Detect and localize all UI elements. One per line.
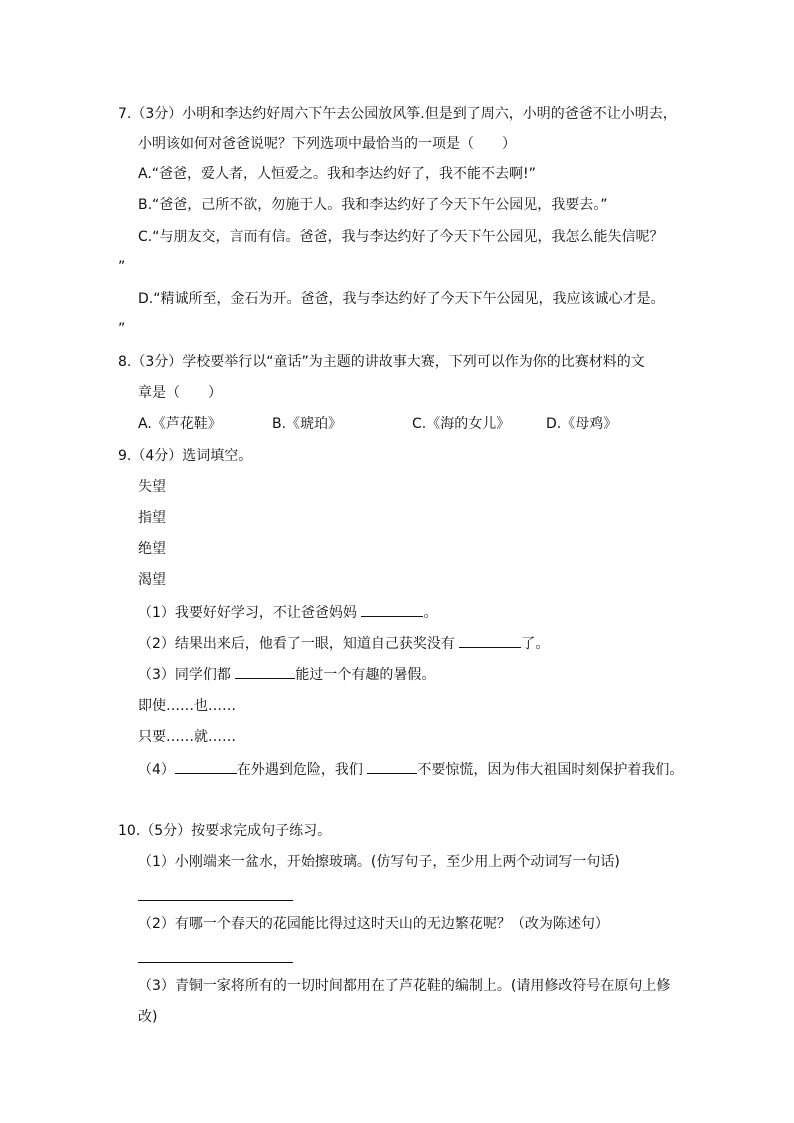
q10-sentence-1: （1）小刚端来一盆水，开始擦玻璃。(仿写句子，至少用上两个动词写一句话)	[138, 854, 620, 870]
q7-stem-line2: 小明该如何对爸爸说呢？下列选项中最恰当的一项是（ ）	[138, 136, 516, 152]
q10-sentence-3-line2: 改)	[138, 1009, 158, 1025]
q10-sentence-3-line1: （3）青铜一家将所有的一切时间都用在了芦花鞋的编制上。(请用修改符号在原句上修	[138, 978, 671, 994]
q9-word-1: 失望	[138, 479, 166, 495]
q7-option-c: C.“与朋友交，言而有信。爸爸，我与李达约好了今天下午公园见，我怎么能失信呢？	[138, 229, 664, 245]
q7-stem-line1: 7.（3分）小明和李达约好周六下午去公园放风筝.但是到了周六，小明的爸爸不让小明去，	[118, 106, 677, 122]
q8-option-a: A.《芦花鞋》	[138, 416, 222, 432]
q10-sentence-2: （2）有哪一个春天的花园能比得过这时天山的无边繁花呢？（改为陈述句）	[138, 916, 609, 932]
q8-stem-line2: 章是（ ）	[138, 385, 222, 401]
q9-s1-suffix: 。	[423, 605, 438, 621]
q9-sentence-1	[138, 602, 437, 623]
q9-s2-suffix: 了。	[521, 636, 550, 652]
q9-word-pair-2: 只要……就……	[138, 729, 236, 745]
q9-word-4: 渴望	[138, 572, 166, 588]
q9-s1-blank[interactable]	[361, 602, 423, 617]
q9-title: 9.（4分）选词填空。	[118, 448, 253, 464]
q9-s2-prefix: （2）结果出来后，他看了一眼，知道自己获奖没有	[138, 636, 460, 652]
q8-stem-line1: 8.（3分）学校要举行以“童话”为主题的讲故事大赛，下列可以作为你的比赛材料的文	[118, 354, 645, 370]
q10-answer-line-2[interactable]	[138, 962, 293, 963]
q9-sentence-2	[138, 633, 549, 654]
q9-s4-suffix: 不要惊慌，因为伟大祖国时刻保护着我们。	[417, 762, 684, 778]
q10-title: 10.（5分）按要求完成句子练习。	[118, 823, 332, 839]
q9-s4-blank-1[interactable]	[175, 759, 237, 774]
q7-option-d: D.“精诚所至，金石为开。爸爸，我与李达约好了今天下午公园见，我应该诚心才是。	[138, 291, 665, 307]
q9-s3-blank[interactable]	[235, 664, 295, 679]
q9-s3-suffix: 能过一个有趣的暑假。	[295, 667, 436, 683]
q7-option-d-tail: ”	[118, 321, 126, 337]
q9-word-pair-1: 即使……也……	[138, 698, 236, 714]
q8-option-b: B.《琥珀》	[272, 416, 343, 432]
q9-s4-prefix: （4）	[138, 762, 175, 778]
q9-s3-prefix: （3）同学们都	[138, 667, 236, 683]
q7-option-a: A.“爸爸，爱人者，人恒爱之。我和李达约好了，我不能不去啊!”	[138, 166, 536, 182]
q10-answer-line-1[interactable]	[138, 900, 293, 901]
q9-s2-blank[interactable]	[459, 633, 521, 648]
q9-word-2: 指望	[138, 510, 166, 526]
q8-option-c: C.《海的女儿》	[412, 416, 511, 432]
q7-option-c-tail: ”	[118, 259, 126, 275]
q9-sentence-3	[138, 664, 435, 685]
q9-word-3: 绝望	[138, 541, 166, 557]
q9-s4-blank-2[interactable]	[367, 759, 417, 774]
q9-sentence-4	[138, 759, 683, 780]
q9-s4-middle: 在外遇到危险，我们	[236, 762, 368, 778]
q8-option-d: D.《母鸡》	[546, 416, 618, 432]
q9-s1-prefix: （1）我要好好学习，不让爸爸妈妈	[138, 605, 362, 621]
q7-option-b: B.“爸爸，己所不欲，勿施于人。我和李达约好了今天下午公园见，我要去。”	[138, 197, 608, 213]
